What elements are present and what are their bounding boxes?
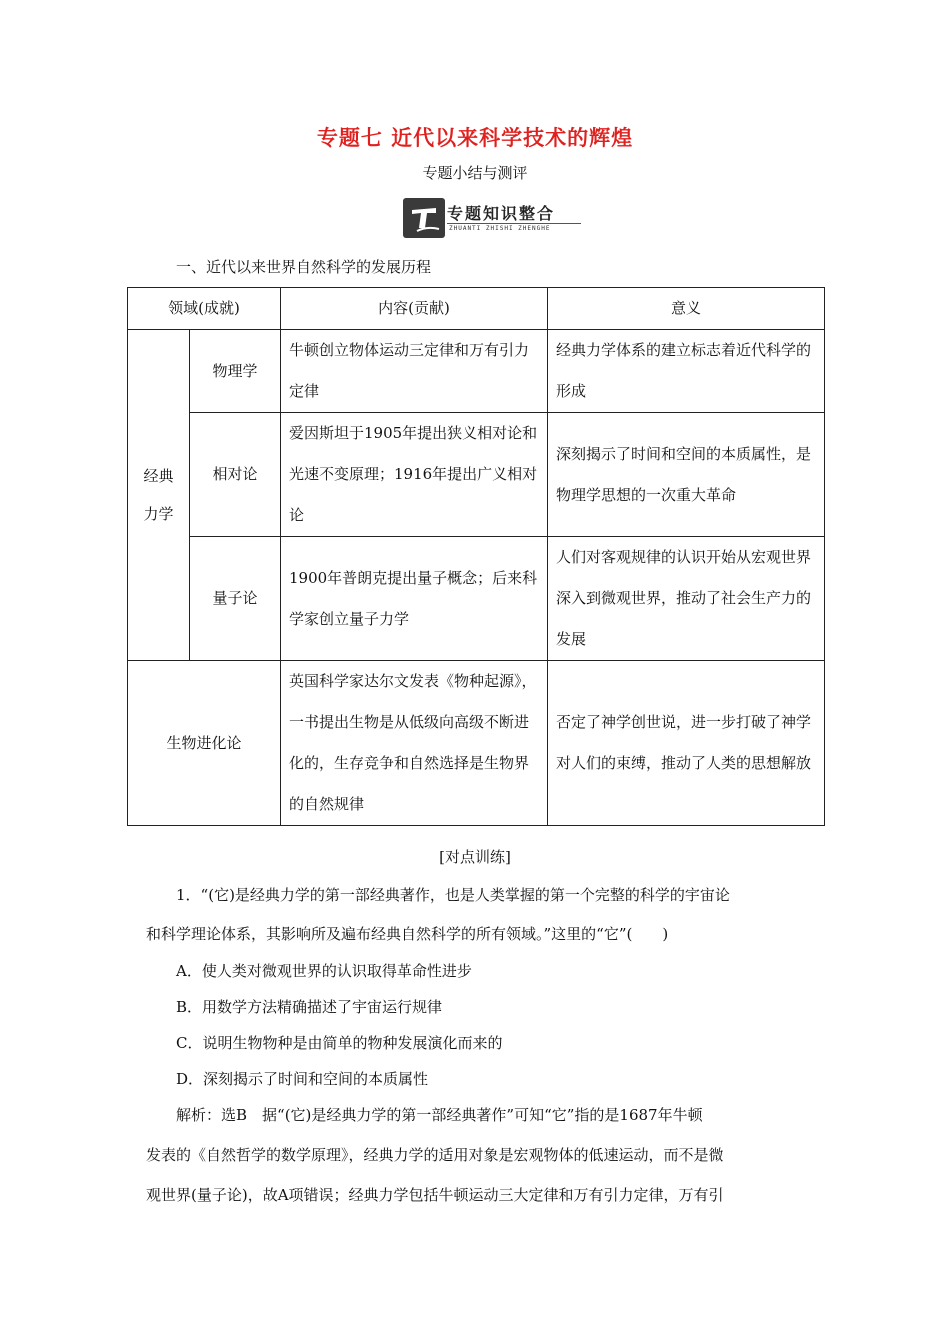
- meaning-cell: 否定了神学创世说，进一步打破了神学对人们的束缚，推动了人类的思想解放: [548, 661, 825, 826]
- training-heading: [对点训练]: [439, 848, 511, 866]
- banner-subtitle: ZHUANTI ZHISHI ZHENGHE: [449, 225, 551, 232]
- table-header-row: [128, 288, 825, 330]
- meaning-cell: 经典力学体系的建立标志着近代科学的形成: [548, 330, 825, 413]
- meaning-cell: 人们对客观规律的认识开始从宏观世界深入到微观世界，推动了社会生产力的发展: [548, 537, 825, 661]
- page-subtitle: 专题小结与测评: [422, 164, 528, 182]
- meaning-cell: 深刻揭示了时间和空间的本质属性，是物理学思想的一次重大革命: [548, 413, 825, 537]
- option-c: C．说明生物物种是由简单的物种发展演化而来的: [176, 1034, 503, 1052]
- analysis-line: 解析：选B 据“(它)是经典力学的第一部经典著作”可知“它”指的是1687年牛顿: [176, 1106, 703, 1124]
- section-banner: [403, 196, 583, 242]
- banner-title: 专题知识整合: [447, 204, 556, 223]
- header-meaning: 意义: [548, 288, 825, 330]
- analysis-line: 发表的《自然哲学的数学原理》，经典力学的适用对象是宏观物体的低速运动，而不是微: [146, 1146, 724, 1164]
- option-b: B．用数学方法精确描述了宇宙运行规律: [176, 998, 443, 1016]
- section-heading: 一、近代以来世界自然科学的发展历程: [176, 258, 432, 276]
- header-content: 内容(贡献): [281, 288, 548, 330]
- field-cell: 量子论: [190, 537, 281, 661]
- field-cell: 生物进化论: [128, 661, 281, 826]
- banner-divider: [447, 223, 581, 224]
- table-row: [128, 413, 825, 537]
- question-line: 和科学理论体系，其影响所及遍布经典自然科学的所有领域。”这里的“它”( ): [146, 925, 669, 943]
- table-row: [128, 330, 825, 413]
- content-cell: 英国科学家达尔文发表《物种起源》，一书提出生物是从低级向高级不断进化的，生存竞争和自然选择是生物界的自然规律: [281, 661, 548, 826]
- group-label: 经典力学: [128, 330, 190, 661]
- field-cell: 相对论: [190, 413, 281, 537]
- content-cell: 爱因斯坦于1905年提出狭义相对论和光速不变原理；1916年提出广义相对论: [281, 413, 548, 537]
- header-field: 领域(成就): [128, 288, 281, 330]
- option-d: D．深刻揭示了时间和空间的本质属性: [176, 1070, 429, 1088]
- field-cell: 物理学: [190, 330, 281, 413]
- table-row: [128, 537, 825, 661]
- content-cell: 牛顿创立物体运动三定律和万有引力定律: [281, 330, 548, 413]
- question-line: 1．“(它)是经典力学的第一部经典著作，也是人类掌握的第一个完整的科学的宇宙论: [176, 886, 730, 904]
- t-logo-icon: [403, 198, 445, 238]
- content-cell: 1900年普朗克提出量子概念；后来科学家创立量子力学: [281, 537, 548, 661]
- table-row: [128, 661, 825, 826]
- analysis-line: 观世界(量子论)，故A项错误；经典力学包括牛顿运动三大定律和万有引力定律，万有引: [146, 1186, 724, 1204]
- page-title: 专题七 近代以来科学技术的辉煌: [316, 126, 634, 150]
- knowledge-table: [127, 287, 825, 826]
- option-a: A．使人类对微观世界的认识取得革命性进步: [176, 962, 472, 980]
